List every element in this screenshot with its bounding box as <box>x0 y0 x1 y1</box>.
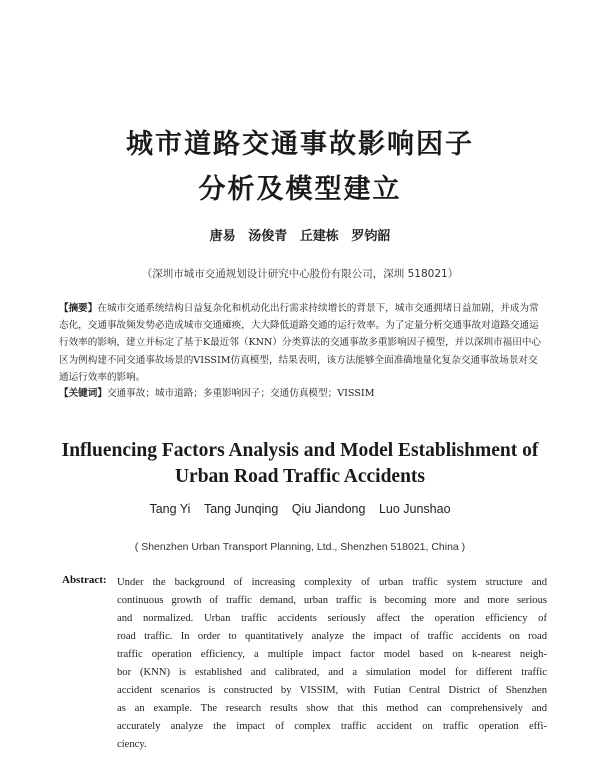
chinese-abstract <box>59 300 547 386</box>
english-abstract-line: as an example. The research results show that this method can comprehensively and <box>117 703 547 714</box>
english-abstract-line: bor (KNN) is established and calibrated, and a simulation model for different traffic <box>117 667 547 678</box>
chinese-abstract-label: 【摘要】 <box>59 303 98 314</box>
chinese-title-line-1: 城市道路交通事故影响因子 <box>126 129 474 160</box>
english-abstract-line: Under the background of increasing complexity of urban traffic system structure and <box>117 577 547 588</box>
english-title-line-2: Urban Road Traffic Accidents <box>174 466 426 487</box>
author-cn-3: 丘建栋 <box>299 229 339 244</box>
english-abstract-line: accurately analyze the impact of complex traffic accident on traffic operation effi- <box>117 721 547 732</box>
chinese-authors <box>0 225 600 244</box>
english-title-line-1: Influencing Factors Analysis and Model Establishment of <box>61 440 539 461</box>
author-en-4: Luo Junshao <box>378 502 451 516</box>
chinese-title-line-2: 分析及模型建立 <box>198 174 402 205</box>
chinese-affiliation: （深圳市城市交通规划设计研究中心股份有限公司，深圳 518021） <box>141 268 459 280</box>
english-abstract-line: traffic operation efficiency, a multiple impact factor model based on k-nearest neigh- <box>117 649 547 660</box>
english-abstract-line: and normalized. Urban traffic accidents seriously affect the operation efficiency of <box>117 613 547 624</box>
english-abstract-line: ciency. <box>117 739 147 750</box>
english-abstract-line: continuous growth of traffic demand, urban traffic is becoming more and more serious <box>117 595 547 606</box>
chinese-abstract-text: 在城市交通系统结构日益复杂化和机动化出行需求持续增长的背景下，城市交通拥堵日益加剧，并成为常态化，交通事故频发势必造成城市交通瘫痪，大大降低道路交通的运行效率。为了定量分析交通事故对道路交通运行效率的影响，建立并标定了基于K最近邻（KNN）分类算法的交通事故多重影响因子模型，并以深圳市福田中心区为例构建不同交通事故场景的VISSIM仿真模型，结果表明，该方法能够全面准确地量化复杂交通事故场景对交通运行效率的影响。 <box>59 303 542 383</box>
english-abstract-label: Abstract: <box>62 574 107 586</box>
author-en-2: Tang Junqing <box>203 502 279 516</box>
author-en-1: Tang Yi <box>149 502 191 516</box>
english-abstract-line: road traffic. In order to quantitatively analyze the impact of traffic accidents on road <box>117 631 547 642</box>
chinese-keywords-label: 【关键词】 <box>59 388 107 399</box>
english-abstract-line: accident scenarios is constructed by VISSIM, with Futian Central District of Shenzhen <box>117 685 547 696</box>
english-authors <box>0 502 600 516</box>
chinese-keywords <box>59 385 547 402</box>
english-affiliation: ( Shenzhen Urban Transport Planning, Ltd., Shenzhen 518021, China ) <box>134 541 466 553</box>
chinese-keywords-text: 交通事故；城市道路；多重影响因子；交通仿真模型；VISSIM <box>106 388 375 399</box>
author-cn-1: 唐易 <box>209 229 236 244</box>
author-cn-4: 罗钧韶 <box>351 229 391 244</box>
author-en-3: Qiu Jiandong <box>291 502 366 516</box>
author-cn-2: 汤俊青 <box>248 229 288 244</box>
